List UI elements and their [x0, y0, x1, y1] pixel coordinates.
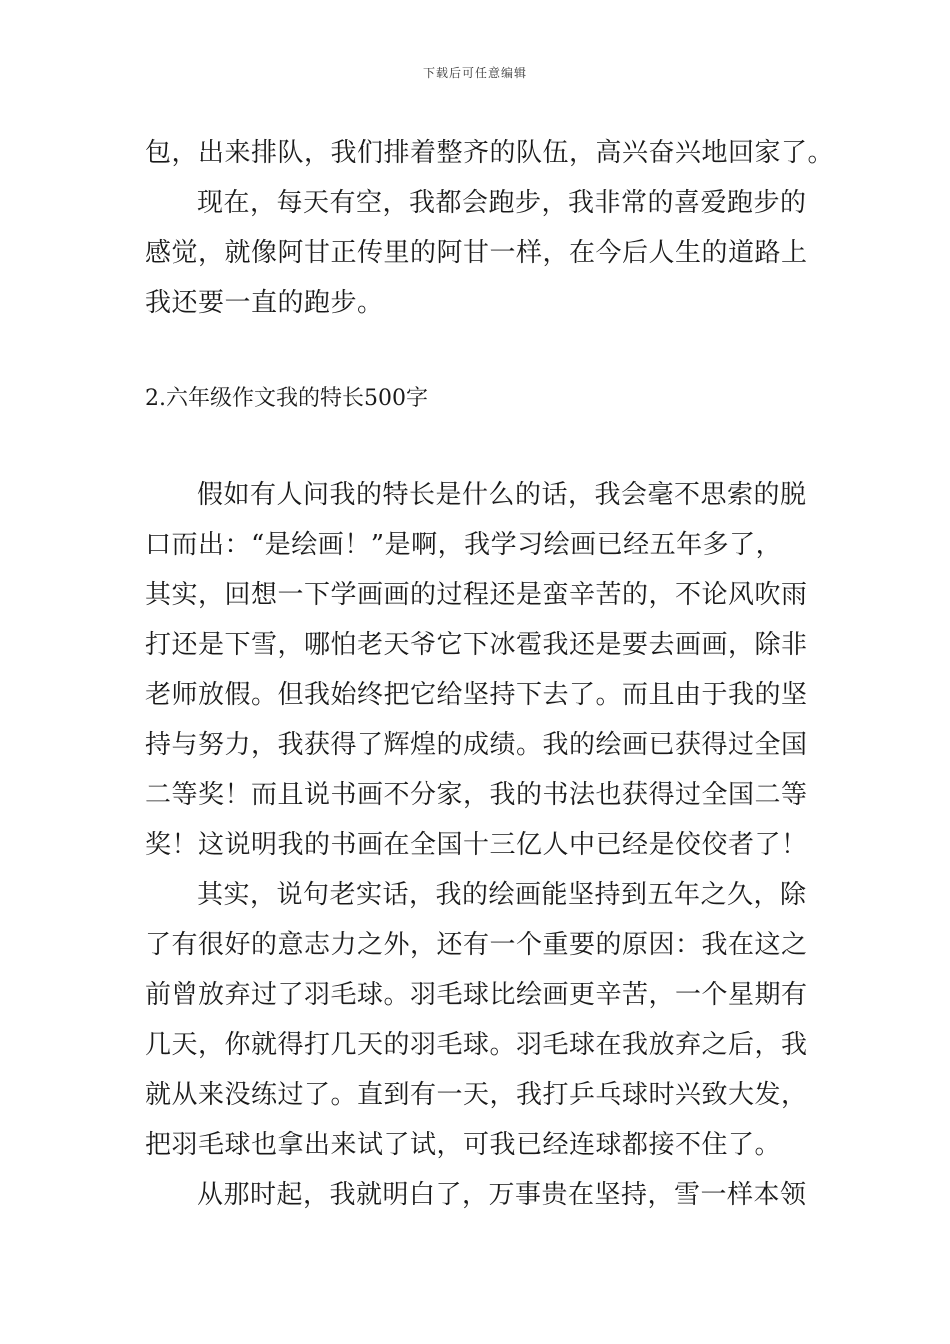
text-line: 其实，回想一下学画画的过程还是蛮辛苦的，不论风吹雨 [145, 580, 808, 610]
text-line: 包，出来排队，我们排着整齐的队伍，高兴奋兴地回家了。 [145, 138, 835, 168]
text-line: 现在，每天有空，我都会跑步，我非常的喜爱跑步的 [197, 188, 807, 218]
text-line: 口而出：“是绘画！”是啊，我学习绘画已经五年多了， [145, 530, 783, 560]
document-body [145, 128, 835, 1220]
text-line: 其实，说句老实话，我的绘画能坚持到五年之久，除 [197, 880, 807, 910]
text-line: 从那时起，我就明白了，万事贵在坚持，雪一样本领 [197, 1180, 807, 1210]
text-line: 我还要一直的跑步。 [145, 288, 384, 318]
spacer [145, 424, 810, 470]
text-line: 二等奖！而且说书画不分家，我的书法也获得过全国二等 [145, 780, 808, 810]
text-line: 把羽毛球也拿出来试了试，可我已经连球都接不住了。 [145, 1130, 782, 1160]
text-line: 假如有人问我的特长是什么的话，我会毫不思索的脱 [197, 480, 807, 510]
spacer [145, 328, 810, 374]
text-line: 奖！这说明我的书画在全国十三亿人中已经是佼佼者了！ [145, 830, 808, 860]
text-line: 老师放假。但我始终把它给坚持下去了。而且由于我的坚 [145, 680, 808, 710]
page-header: 下载后可任意编辑 [422, 66, 527, 80]
text-line: 持与努力，我获得了辉煌的成绩。我的绘画已获得过全国 [145, 730, 808, 760]
text-line: 打还是下雪，哪怕老天爷它下冰雹我还是要去画画，除非 [145, 630, 808, 660]
text-line: 了有很好的意志力之外，还有一个重要的原因：我在这之 [145, 930, 808, 960]
text-line: 就从来没练过了。直到有一天，我打乒乓球时兴致大发， [145, 1080, 808, 1110]
text-line: 几天，你就得打几天的羽毛球。羽毛球在我放弃之后，我 [145, 1030, 808, 1060]
text-line: 感觉，就像阿甘正传里的阿甘一样，在今后人生的道路上 [145, 238, 808, 268]
section-heading: 2.六年级作文我的特长500字 [145, 386, 428, 411]
text-line: 前曾放弃过了羽毛球。羽毛球比绘画更辛苦，一个星期有 [145, 980, 808, 1010]
